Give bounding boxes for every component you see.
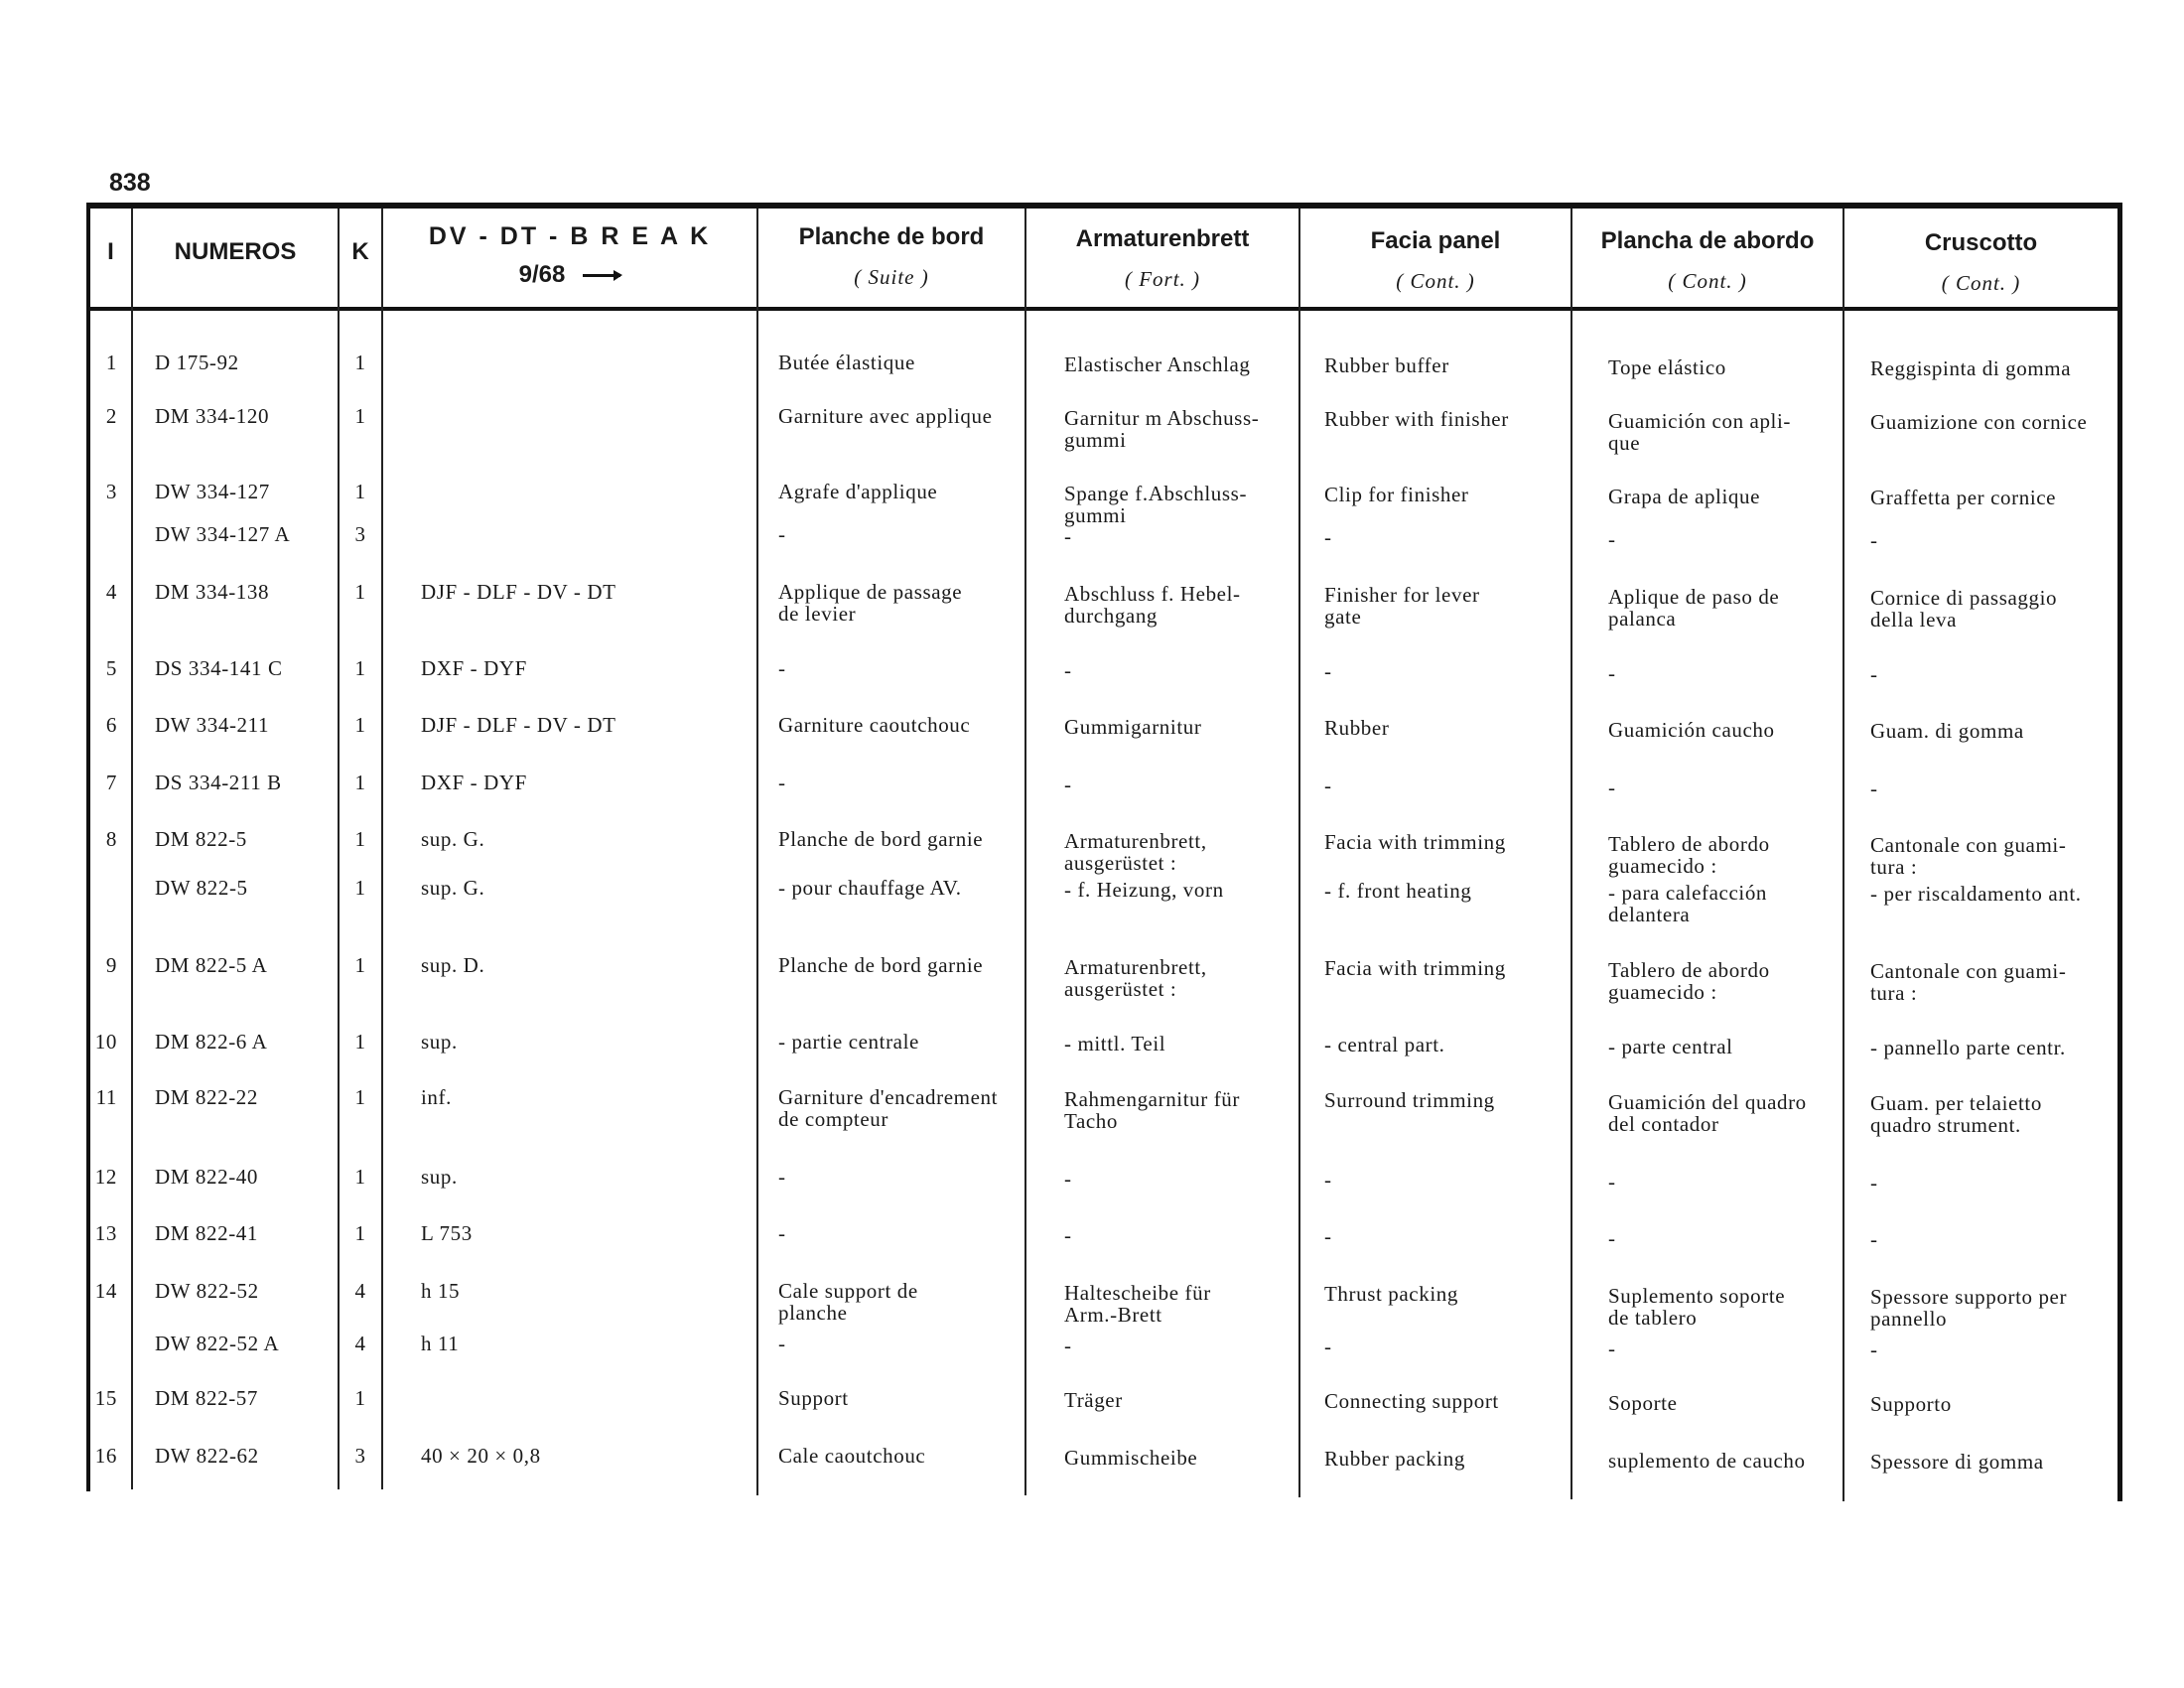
description-english: Thrust packing [1324,1282,1458,1306]
quantity: 1 [354,953,366,977]
model-application: sup. [421,1165,458,1189]
row-index: 10 [94,1030,117,1054]
quantity: 1 [354,876,366,900]
part-number: DW 334-211 [155,713,270,737]
description-german: Armaturenbrett, ausgerüstet : [1064,829,1207,875]
description-english: Rubber with finisher [1324,407,1509,431]
description-spanish: Suplemento soporte de tablero [1608,1284,1786,1330]
row-index: 8 [105,827,117,851]
part-number: D 175-92 [155,351,239,374]
model-application: L 753 [421,1221,473,1245]
description-english: Surround trimming [1324,1088,1495,1112]
table-right-border [2117,203,2122,1501]
model-application: DXF - DYF [421,771,527,794]
quantity: 1 [354,480,366,503]
header-numeros [133,238,338,266]
description-german: Träger [1064,1388,1123,1412]
description-french: - pour chauffage AV. [778,876,962,900]
part-number: DM 822-22 [155,1085,258,1109]
column-divider [1570,209,1572,1499]
description-french: Applique de passage de levier [778,580,963,626]
description-german: Garnitur m Abschuss- gummi [1064,406,1260,452]
description-spanish: Aplique de paso de palanca [1608,585,1780,631]
part-number: DW 822-5 [155,876,248,900]
quantity: 1 [354,1085,366,1109]
part-number: DM 822-40 [155,1165,258,1189]
description-french: Garniture d'encadrement de compteur [778,1085,999,1131]
description-german: - [1064,1223,1072,1247]
header-italian-sub: ( Cont. ) [1941,271,2021,295]
description-italian: Spessore di gomma [1870,1450,2044,1474]
description-french: - [778,656,786,680]
row-index: 12 [94,1165,117,1189]
description-german: - [1064,1167,1072,1191]
description-italian: - [1870,776,1878,800]
model-application: DJF - DLF - DV - DT [421,580,616,604]
header-french-sub: ( Suite ) [854,265,929,289]
description-english: - [1324,1335,1332,1358]
part-number: DM 822-41 [155,1221,258,1245]
row-index: 2 [105,404,117,428]
description-english: Clip for finisher [1324,483,1469,506]
page-number: 838 [109,169,151,197]
row-index: 15 [94,1386,117,1410]
header-italian [1844,229,2117,296]
row-index: 11 [95,1085,117,1109]
description-german: - [1064,773,1072,796]
row-index: 14 [94,1279,117,1303]
header-index [90,238,131,266]
quantity: 1 [354,1386,366,1410]
model-application: inf. [421,1085,452,1109]
part-number: DM 822-5 A [155,953,268,977]
description-french: Butée élastique [778,351,915,374]
description-german: - f. Heizung, vorn [1064,878,1224,902]
part-number: DM 334-120 [155,404,270,428]
description-german: - mittl. Teil [1064,1032,1166,1055]
header-k [340,238,381,266]
header-model [383,222,756,289]
header-english [1300,227,1570,294]
description-spanish: suplemento de caucho [1608,1449,1806,1473]
description-spanish: Guamición del quadro del contador [1608,1090,1807,1136]
model-application: h 15 [421,1279,461,1303]
header-model-date-text: 9/68 [518,261,566,288]
quantity: 1 [354,1221,366,1245]
description-italian: Guamizione con cornice [1870,410,2088,434]
model-application: h 11 [421,1332,460,1355]
column-divider [381,209,383,1489]
description-italian: Graffetta per cornice [1870,486,2057,509]
description-spanish: - parte central [1608,1035,1733,1058]
description-spanish: - [1608,527,1616,551]
part-number: DM 822-6 A [155,1030,268,1054]
description-german: - [1064,658,1072,682]
header-german-sub: ( Fort. ) [1124,267,1201,291]
part-number: DW 334-127 A [155,522,291,546]
part-number: DW 822-52 A [155,1332,280,1355]
model-application: 40 × 20 × 0,8 [421,1444,541,1468]
table-left-border [86,203,90,1491]
description-english: Rubber [1324,716,1390,740]
header-k-label: K [351,238,369,265]
part-number: DW 822-62 [155,1444,259,1468]
description-french: Agrafe d'applique [778,480,938,503]
part-number: DM 822-57 [155,1386,258,1410]
header-spanish-sub: ( Cont. ) [1668,269,1747,293]
row-index: 9 [105,953,117,977]
header-model-label: DV - DT - B R E A K [428,222,712,250]
row-index: 6 [105,713,117,737]
description-french: - [778,1165,786,1189]
description-english: - [1324,659,1332,683]
row-index: 16 [94,1444,117,1468]
quantity: 1 [354,656,366,680]
table-top-border [86,203,2121,209]
row-index: 7 [105,771,117,794]
description-german: - [1064,524,1072,548]
description-german: Armaturenbrett, ausgerüstet : [1064,955,1207,1001]
description-english: - [1324,1224,1332,1248]
quantity: 3 [354,522,366,546]
column-divider [338,209,340,1489]
quantity: 1 [354,771,366,794]
description-italian: Guam. di gomma [1870,719,2024,743]
description-italian: Supporto [1870,1392,1952,1416]
description-french: Garniture avec applique [778,404,993,428]
description-spanish: - para calefacción delantera [1608,881,1768,926]
description-italian: - [1870,1171,1878,1195]
description-french: Planche de bord garnie [778,827,984,851]
description-english: - f. front heating [1324,879,1472,903]
description-italian: - [1870,528,1878,552]
description-french: - [778,1221,786,1245]
description-english: - [1324,1168,1332,1192]
header-french-title: Planche de bord [798,223,985,250]
description-french: - [778,1332,786,1355]
description-spanish: Grapa de aplique [1608,485,1761,508]
quantity: 1 [354,1030,366,1054]
model-application: DJF - DLF - DV - DT [421,713,616,737]
row-index: 3 [105,480,117,503]
description-french: - [778,771,786,794]
right-arrow-icon [583,274,620,277]
description-english: - [1324,525,1332,549]
part-number: DS 334-141 C [155,656,283,680]
description-spanish: - [1608,1170,1616,1194]
header-italian-title: Cruscotto [1924,229,2038,256]
description-english: Rubber packing [1324,1447,1465,1471]
description-french: Garniture caoutchouc [778,713,971,737]
description-spanish: Tope elástico [1608,355,1726,379]
column-divider [1298,209,1300,1497]
quantity: 4 [354,1332,366,1355]
description-italian: - [1870,1337,1878,1361]
description-spanish: - [1608,775,1616,799]
model-application: sup. G. [421,827,485,851]
row-index: 5 [105,656,117,680]
description-italian: Cantonale con guami- tura : [1870,833,2067,879]
description-german: Gummischeibe [1064,1446,1198,1470]
description-spanish: Soporte [1608,1391,1678,1415]
header-spanish [1572,227,1843,294]
model-application: sup. G. [421,876,485,900]
header-index-label: I [107,238,114,265]
column-divider [1024,209,1026,1495]
header-divider [90,307,2119,311]
description-spanish: - [1608,1226,1616,1250]
description-italian: - per riscaldamento ant. [1870,882,2082,906]
description-italian: Spessore supporto per pannello [1870,1285,2068,1331]
description-italian: Cantonale con guami- tura : [1870,959,2067,1005]
description-english: Facia with trimming [1324,830,1506,854]
quantity: 1 [354,713,366,737]
description-english: - central part. [1324,1033,1445,1056]
description-italian: - pannello parte centr. [1870,1036,2066,1059]
description-english: Rubber buffer [1324,353,1449,377]
part-number: DS 334-211 B [155,771,282,794]
description-english: Connecting support [1324,1389,1499,1413]
description-german: Gummigarnitur [1064,715,1202,739]
header-english-title: Facia panel [1370,227,1501,254]
row-index: 4 [105,580,117,604]
model-application: DXF - DYF [421,656,527,680]
description-italian: Reggispinta di gomma [1870,356,2072,380]
description-french: - [778,522,786,546]
header-english-sub: ( Cont. ) [1396,269,1475,293]
quantity: 1 [354,580,366,604]
quantity: 4 [354,1279,366,1303]
description-french: - partie centrale [778,1030,919,1054]
row-index: 13 [94,1221,117,1245]
part-number: DM 334-138 [155,580,270,604]
quantity: 1 [354,1165,366,1189]
description-italian: - [1870,662,1878,686]
description-german: Spange f.Abschluss- gummi [1064,482,1248,527]
header-french [758,223,1024,290]
column-divider [131,209,133,1489]
description-spanish: Tablero de abordo guamecido : [1608,958,1770,1004]
quantity: 1 [354,351,366,374]
header-german [1026,225,1298,292]
part-number: DM 822-5 [155,827,247,851]
description-french: Planche de bord garnie [778,953,984,977]
header-numeros-label: NUMEROS [174,238,297,265]
header-spanish-title: Plancha de abordo [1600,227,1815,254]
description-italian: Guam. per telaietto quadro strument. [1870,1091,2042,1137]
quantity: 1 [354,404,366,428]
description-spanish: Guamición caucho [1608,718,1775,742]
description-french: Support [778,1386,849,1410]
description-german: - [1064,1334,1072,1357]
description-italian: - [1870,1227,1878,1251]
column-divider [1843,209,1844,1501]
part-number: DW 334-127 [155,480,270,503]
model-application: sup. D. [421,953,485,977]
description-spanish: Guamición con apli- que [1608,409,1792,455]
model-application: sup. [421,1030,458,1054]
description-french: Cale caoutchouc [778,1444,926,1468]
description-english: - [1324,774,1332,797]
header-german-title: Armaturenbrett [1075,225,1250,252]
column-divider [756,209,758,1495]
description-english: Finisher for lever gate [1324,583,1480,629]
description-german: Elastischer Anschlag [1064,352,1251,376]
description-german: Abschluss f. Hebel- durchgang [1064,582,1241,628]
quantity: 1 [354,827,366,851]
description-spanish: - [1608,1336,1616,1360]
part-number: DW 822-52 [155,1279,259,1303]
quantity: 3 [354,1444,366,1468]
description-english: Facia with trimming [1324,956,1506,980]
description-french: Cale support de planche [778,1279,918,1325]
row-index: 1 [105,351,117,374]
description-spanish: Tablero de abordo guamecido : [1608,832,1770,878]
description-german: Rahmengarnitur für Tacho [1064,1087,1240,1133]
description-italian: Cornice di passaggio della leva [1870,586,2058,632]
description-german: Haltescheibe für Arm.-Brett [1064,1281,1211,1327]
header-model-date [383,261,756,289]
description-spanish: - [1608,661,1616,685]
